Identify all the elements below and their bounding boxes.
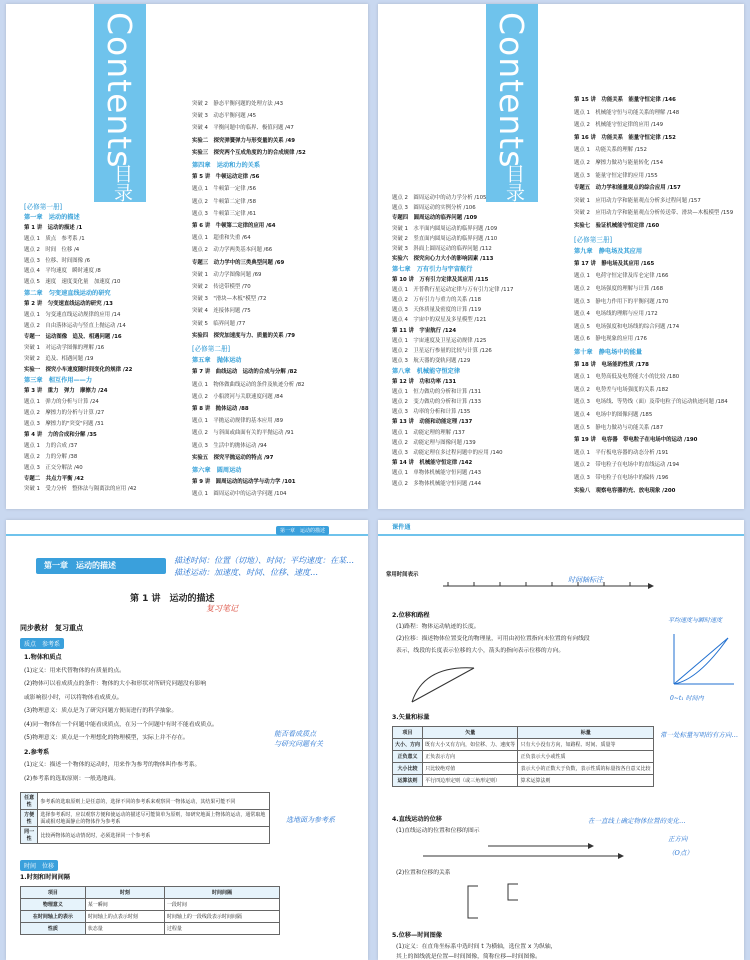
handwritten-note-top-1: 描述时间：位置（切地）、时间；平均速度：在某… xyxy=(174,556,354,565)
toc-entry[interactable]: 题点 1 平行板电容器的动态分析 /191 xyxy=(574,449,669,456)
body-line: 表示，线段的长度表示位移的大小，箭头的指向表示位移的方向。 xyxy=(396,648,565,654)
toc-entry[interactable]: 题点 5 电场强度和电场线的综合问题 /174 xyxy=(574,323,680,330)
toc-entry[interactable]: 题点 2 摩擦力的分析与计算 /27 xyxy=(24,410,105,417)
handwritten-note-4: 常一处标量写明的有方向… xyxy=(660,731,738,739)
toc-entry[interactable]: 第 3 讲 重力 弹力 摩擦力 /24 xyxy=(24,388,108,395)
toc-entry[interactable]: 题点 2 卫星运行参量的比较与计算 /126 xyxy=(392,348,492,354)
table-cell: 正负意义 xyxy=(393,751,423,763)
label-displacement: 2.位移和路程 xyxy=(392,612,430,619)
table-cell: 物理意义 xyxy=(21,899,86,911)
toc-volume[interactable]: [必修第三册] xyxy=(574,235,613,244)
toc-chapter[interactable]: 第一章 运动的描述 xyxy=(24,213,80,221)
body-line: (3)物理意义：质点是为了研究问题方便而进行的科学抽象。 xyxy=(24,708,178,714)
table-row xyxy=(21,911,280,923)
toc-entry[interactable]: 题点 3 能量守恒定律的应用 /155 xyxy=(574,172,658,179)
toc-entry[interactable]: 突破 3 斜面上圆周运动的临界问题 /112 xyxy=(392,246,492,252)
toc-entry[interactable]: 第 10 讲 万有引力定律及其应用 /115 xyxy=(392,276,489,283)
toc-entry[interactable]: 题点 1 功能关系的理解 /152 xyxy=(574,147,647,154)
handwritten-note-review: 复习笔记 xyxy=(206,604,238,613)
toc-entry[interactable]: 第 1 讲 运动的描述 /1 xyxy=(24,224,83,231)
contents-mulu: 目录 xyxy=(111,164,133,202)
table-cell: 平行四边形定则（或三角形定则） xyxy=(423,775,518,787)
table-cell: 时刻 xyxy=(85,887,164,899)
logo: 课件通 xyxy=(392,524,411,531)
toc-entry[interactable]: 题点 1 电势高低及电势能大小的比较 /180 xyxy=(574,374,680,381)
table-cell: 运算法则 xyxy=(393,775,423,787)
body-line: (1)定义：用来代替物体的有质量的点。 xyxy=(24,667,125,674)
reference-frame-table xyxy=(20,792,270,844)
table-row xyxy=(21,793,270,810)
table-cell: 正负表示大小或性质 xyxy=(518,751,654,763)
toc-entry[interactable]: 实验八 观察电容器的充、放电现象 /200 xyxy=(574,487,676,494)
toc-entry[interactable]: 实验三 探究两个互成角度的力的合成规律 /52 xyxy=(192,149,306,156)
toc-entry[interactable]: 突破 2 追及、相遇问题 /19 xyxy=(24,355,94,362)
handwritten-note-6: 正方向 xyxy=(668,835,688,843)
table-row xyxy=(21,899,280,911)
toc-entry[interactable]: 第 17 讲 静电场及其应用 /165 xyxy=(574,260,655,267)
handwritten-note-side-2: 与研究问题有关 xyxy=(274,740,323,748)
body-line: (2)物体可以看成质点的条件：物体的大小和形状对所研究问题没有影响 xyxy=(24,681,207,687)
table-row xyxy=(393,739,654,751)
toc-entry[interactable]: 突破 1 对运动学图像的理解 /16 xyxy=(24,344,105,351)
table-cell: 选择参考系时，应以观察方便和使运动的描述尽可能简单为原则，如研究地面上物体的运动，通常取地面或相对地面静止的物体作为参考系 xyxy=(38,810,270,827)
topic-1-tag: 质点 参考系 xyxy=(20,638,64,649)
toc-entry[interactable]: 突破 4 平衡问题中的临界、极值问题 /47 xyxy=(192,125,294,132)
table-cell: 表示大小的正数大于负数，表示性质的标量按各自意义比较 xyxy=(518,763,654,775)
body-line: (2)参考系的选取原则：一般选地面。 xyxy=(24,775,120,782)
toc-entry[interactable]: 题点 3 正交分解法 /40 xyxy=(24,464,83,471)
toc-entry[interactable]: 第 11 讲 宇宙航行 /124 xyxy=(392,327,457,334)
toc-entry[interactable]: 题点 1 物体做曲线运动的条件及轨迹分析 /82 xyxy=(192,381,305,388)
table-row xyxy=(393,763,654,775)
body-line: (2)位置和位移的关系 xyxy=(396,870,451,876)
toc-entry[interactable]: 题点 1 开普勒行星运动定律与万有引力定律 /117 xyxy=(392,286,514,293)
table-row xyxy=(21,827,270,844)
toc-entry[interactable]: 题点 3 天体质量及密度的计算 /119 xyxy=(392,307,482,314)
toc-entry[interactable]: 题点 2 变力做功的分析和计算 /133 xyxy=(392,399,482,405)
toc-entry[interactable]: 题点 1 宇宙速度及卫星运动规律 /125 xyxy=(392,337,487,344)
table-cell: 某一瞬间 xyxy=(85,899,164,911)
toc-entry[interactable]: 专题三 动力学中的三类典型问题 /69 xyxy=(192,259,285,266)
label-straight-line: 4.直线运动的位移 xyxy=(392,816,442,823)
contents-brand: Contents xyxy=(492,12,531,169)
toc-entry[interactable]: 第 9 讲 圆周运动的运动学与动力学 /101 xyxy=(192,479,296,486)
header-rule xyxy=(378,534,744,536)
toc-entry[interactable]: 第 2 讲 匀变速直线运动的研究 /13 xyxy=(24,301,113,308)
toc-entry[interactable]: 突破 5 临界问题 /77 xyxy=(192,320,246,327)
toc-entry[interactable]: 第 7 讲 曲线运动 运动的合成与分解 /82 xyxy=(192,369,298,376)
toc-entry[interactable]: 题点 3 动能定理在多过程问题中的应用 /140 xyxy=(392,450,503,456)
toc-entry[interactable]: 实验六 探究向心力大小的影响因素 /113 xyxy=(392,256,494,263)
toc-entry[interactable]: 题点 1 匀变速直线运动规律的应用 /14 xyxy=(24,312,121,318)
toc-chapter[interactable]: 第八章 机械能守恒定律 xyxy=(392,368,461,376)
toc-entry[interactable]: 题点 4 平均速度 瞬时速度 /8 xyxy=(24,268,101,275)
toc-entry[interactable]: 题点 5 速度 速度变化量 加速度 /10 xyxy=(24,279,121,286)
lecture-title: 第 1 讲 运动的描述 xyxy=(130,594,215,604)
time-heading: 1.时刻和时间间隔 xyxy=(20,874,70,881)
toc-entry[interactable]: 突破 4 连接体问题 /75 xyxy=(192,308,251,315)
toc-entry[interactable]: 题点 1 圆周运动中的运动学问题 /104 xyxy=(192,491,287,498)
toc-entry[interactable]: 题点 2 动力学两类基本问题 /66 xyxy=(192,247,273,254)
handwritten-note-5: 在一直线上确定物体位置的变化… xyxy=(588,817,686,825)
topic-2-tag: 时间 位移 xyxy=(20,860,58,871)
toc-entry[interactable]: 题点 3 功率的分析和计算 /135 xyxy=(392,409,471,416)
toc-entry[interactable]: 题点 3 带电粒子在电场中的偏转 /196 xyxy=(574,475,669,481)
toc-entry[interactable]: 题点 3 航天器的变轨问题 /129 xyxy=(392,358,471,365)
toc-entry[interactable]: 专题二 共点力平衡 /42 xyxy=(24,475,84,482)
toc-entry[interactable]: 题点 2 摩擦力做功与能量转化 /154 xyxy=(574,160,664,166)
body-line: 1.物体和质点 xyxy=(24,654,62,661)
table-cell: 算术运算法则 xyxy=(518,775,654,787)
position-displacement-diagram xyxy=(438,880,638,924)
toc-entry[interactable]: 突破 1 动力学图像问题 /69 xyxy=(192,271,262,278)
table-row xyxy=(393,751,654,763)
toc-entry[interactable]: 突破 3 "滑块—木板"模型 /72 xyxy=(192,296,267,303)
toc-entry[interactable]: 突破 1 受力分析 整体法与隔离法的应用 /42 xyxy=(24,486,137,493)
table-cell: 状态量 xyxy=(85,923,164,935)
toc-entry[interactable]: 实验一 探究小车速度随时间变化的规律 /22 xyxy=(24,366,133,373)
toc-entry[interactable]: 第 19 讲 电容器 带电粒子在电场中的运动 /190 xyxy=(574,437,698,444)
handwritten-note-2: 平均速度与瞬时速度 xyxy=(668,617,723,624)
body-line: 或影响很小时，可以将物体看成质点。 xyxy=(24,694,123,701)
toc-entry[interactable]: 第 13 讲 动能和动能定理 /137 xyxy=(392,419,473,426)
table-cell: 既有大小又有方向，如位移、力、速度等 xyxy=(423,739,518,751)
contents-mulu: 目录 xyxy=(503,164,525,202)
handwritten-note-3: 0~t₁ 时间内 xyxy=(670,695,704,702)
handwritten-note-side-1: 能否看成质点 xyxy=(274,730,316,738)
toc-chapter[interactable]: 第二章 匀变速直线运动的研究 xyxy=(24,290,111,298)
body-line: (2)位移：描述物体位置变化的物理量，可用由初位置指向末位置的有向线段 xyxy=(396,636,590,642)
toc-entry[interactable]: 第 8 讲 抛体运动 /88 xyxy=(192,406,249,412)
table-cell: 项目 xyxy=(21,887,86,899)
toc-entry[interactable]: 题点 3 位移、时间图像 /6 xyxy=(24,257,91,264)
toc-entry[interactable]: 题点 6 静电现象的应用 /176 xyxy=(574,336,647,343)
toc-entry[interactable]: 第 15 讲 功能关系 能量守恒定律 /146 xyxy=(574,97,676,103)
toc-entry[interactable]: 题点 2 动能定理与图像问题 /139 xyxy=(392,439,476,446)
toc-chapter[interactable]: 第七章 万有引力与宇宙航行 xyxy=(392,266,473,274)
body-line: (1)定义：在直角坐标系中选时间 t 为横轴，选位置 x 为纵轴， xyxy=(396,944,557,950)
toc-entry[interactable]: 题点 3 圆周运动的实例分析 /106 xyxy=(392,205,476,212)
label-time-axis: 常用时间表示 xyxy=(386,572,419,578)
toc-entry[interactable]: 第 16 讲 功能关系 能量守恒定律 /152 xyxy=(574,134,676,141)
body-line: 2.参考系 xyxy=(24,748,50,756)
header-tag: 第一章 运动的描述 xyxy=(276,526,329,535)
toc-entry[interactable]: 题点 1 牛顿第一定律 /56 xyxy=(192,186,257,193)
toc-entry[interactable]: 题点 2 牛顿第二定律 /58 xyxy=(192,198,257,205)
toc-entry[interactable]: 突破 2 传送带模型 /70 xyxy=(192,284,251,290)
toc-entry[interactable]: 题点 1 超重和失重 /64 xyxy=(192,235,251,242)
toc-entry[interactable]: 第 14 讲 机械能守恒定律 /142 xyxy=(392,460,473,467)
toc-entry[interactable]: 题点 2 圆周运动中的动力学分析 /105 xyxy=(392,195,487,201)
toc-entry[interactable]: 题点 2 多物体机械能守恒问题 /144 xyxy=(392,480,482,487)
toc-entry[interactable]: 实验七 验证机械能守恒定律 /160 xyxy=(574,223,660,229)
toc-entry[interactable]: 题点 4 电场线的理解与应用 /172 xyxy=(574,311,658,318)
toc-entry[interactable]: 题点 2 与斜面或曲面有关的平抛运动 /91 xyxy=(192,430,294,437)
table-cell: 时间间隔 xyxy=(164,887,279,899)
table-cell: 同一性 xyxy=(21,827,38,844)
table-cell: 性质 xyxy=(21,923,86,935)
toc-entry[interactable]: 题点 2 带电粒子在电场中的直线运动 /194 xyxy=(574,462,680,469)
handwritten-note-1: 时间轴标注 xyxy=(568,576,603,584)
toc-entry[interactable]: 题点 3 生活中的抛体运动 /94 xyxy=(192,442,267,449)
body-line: (1)直线运动的位置和位移的图示 xyxy=(396,828,480,834)
table-row xyxy=(393,775,654,787)
toc-entry[interactable]: 突破 2 竖直面内圆周运动的临界问题 /110 xyxy=(392,235,498,242)
toc-entry[interactable]: 题点 4 电场中的图像问题 /185 xyxy=(574,412,653,418)
table-cell: 比较两物体的运动情况时，必须选择同一个参考系 xyxy=(38,827,270,844)
toc-entry[interactable]: 题点 1 电荷守恒定律及库仑定律 /166 xyxy=(574,273,669,280)
table-cell: 只有大小没有方向，如路程、时间、质量等 xyxy=(518,739,654,751)
table-row xyxy=(393,727,654,739)
toc-entry[interactable]: 题点 3 静电力作用下的平衡问题 /170 xyxy=(574,298,669,305)
notes-page xyxy=(378,520,744,960)
toc-page-1 xyxy=(6,4,368,509)
toc-entry[interactable]: 题点 3 电场线、等势线（面）及带电粒子的运动轨迹问题 /184 xyxy=(574,399,728,406)
time-axis-diagram xyxy=(438,558,658,598)
toc-entry[interactable]: 题点 2 电场强度的理解与计算 /168 xyxy=(574,286,664,292)
toc-entry[interactable]: 专题一 运动图像 追及、相遇问题 /16 xyxy=(24,333,122,340)
toc-entry[interactable]: 题点 3 摩擦力的"突变"问题 /31 xyxy=(24,421,104,427)
toc-entry[interactable]: 实验五 探究平抛运动的特点 /97 xyxy=(192,454,274,461)
table-cell: 时间轴上的一段线段表示时间间隔 xyxy=(164,911,279,923)
toc-chapter[interactable]: 第三章 相互作用——力 xyxy=(24,377,93,385)
toc-entry[interactable]: 第 12 讲 功和功率 /131 xyxy=(392,378,457,385)
toc-entry[interactable]: 题点 2 机械能守恒定律的应用 /149 xyxy=(574,122,664,129)
position-axis-diagram xyxy=(418,838,628,868)
table-cell: 只比较绝对值 xyxy=(423,763,518,775)
toc-volume[interactable]: [必修第一册] xyxy=(24,203,63,211)
toc-page-2 xyxy=(378,4,744,509)
toc-entry[interactable]: 第 18 讲 电场能的性质 /178 xyxy=(574,361,649,368)
xt-graph xyxy=(668,630,738,690)
chapter-title: 第一章 运动的描述 xyxy=(44,561,116,570)
toc-entry[interactable]: 题点 2 自由落体运动与竖直上抛运动 /14 xyxy=(24,322,126,329)
toc-entry[interactable]: 第 5 讲 牛顿运动定律 /56 xyxy=(192,174,260,181)
table-cell: 正负表示方向 xyxy=(423,751,518,763)
table-cell: 大小、方向 xyxy=(393,739,423,751)
toc-chapter[interactable]: 第六章 圆周运动 xyxy=(192,467,242,474)
toc-chapter[interactable]: 第十章 静电场中的能量 xyxy=(574,349,643,356)
section-heading: 同步教材 复习重点 xyxy=(20,624,83,632)
table-cell: 方便性 xyxy=(21,810,38,827)
table-cell: 参考系的选取原则上是任意的，选择不同的参考系来观察同一物体运动，其结果可能不同 xyxy=(38,793,270,810)
table-cell: 项目 xyxy=(393,727,423,739)
toc-entry[interactable]: 题点 2 力的分解 /38 xyxy=(24,453,78,460)
lecture-page xyxy=(6,520,368,960)
table-row xyxy=(21,923,280,935)
toc-entry[interactable]: 题点 1 弹力的分析与计算 /24 xyxy=(24,399,99,406)
label-xt-graph: 5.位移—时间图像 xyxy=(392,932,442,939)
toc-entry[interactable]: 题点 1 质点 参考系 /1 xyxy=(24,235,85,242)
table-cell: 大小比较 xyxy=(393,763,423,775)
body-line: (1)定义：描述一个物体的运动时，用来作为参考的物体叫作参考系。 xyxy=(24,762,201,768)
body-line: (4)同一物体在一个问题中能看成质点，在另一个问题中有时不能看成质点。 xyxy=(24,721,218,728)
toc-volume[interactable]: [必修第二册] xyxy=(192,345,231,353)
toc-entry[interactable]: 题点 2 时间 位移 /4 xyxy=(24,246,80,253)
toc-entry[interactable]: 第 6 讲 牛顿第二定律的应用 /64 xyxy=(192,223,276,229)
table-row xyxy=(21,887,280,899)
toc-entry[interactable]: 题点 1 单物体机械能守恒问题 /143 xyxy=(392,470,482,477)
handwritten-note-top-2: 描述运动：加速度、时间、位移、速度… xyxy=(174,568,318,577)
handwritten-note-side-3: 选地面为参考系 xyxy=(286,816,335,824)
vector-scalar-table xyxy=(392,726,654,787)
toc-entry[interactable]: 题点 1 平抛运动规律的基本应用 /89 xyxy=(192,418,284,425)
toc-entry[interactable]: 突破 1 水平面内圆周运动的临界问题 /109 xyxy=(392,225,498,232)
toc-entry[interactable]: 题点 2 万有引力与重力的关系 /118 xyxy=(392,297,482,303)
toc-chapter[interactable]: 第四章 运动和力的关系 xyxy=(192,162,261,169)
contents-banner xyxy=(486,4,538,202)
toc-entry[interactable]: 题点 1 机械能守恒与功能关系的理解 /148 xyxy=(574,109,680,116)
label-vector: 3.矢量和标量 xyxy=(392,714,430,721)
toc-entry[interactable]: 突破 3 动态平衡问题 /45 xyxy=(192,113,257,120)
table-cell: 一段时间 xyxy=(164,899,279,911)
table-cell: 过程量 xyxy=(164,923,279,935)
toc-entry[interactable]: 第 4 讲 力的合成和分解 /35 xyxy=(24,431,97,438)
toc-entry[interactable]: 题点 1 动能定理的理解 /137 xyxy=(392,429,465,436)
toc-entry[interactable]: 突破 1 应用动力学和能量观点分析多过程问题 /157 xyxy=(574,197,701,204)
table-cell: 任意性 xyxy=(21,793,38,810)
table-cell: 时间轴上的点表示时刻 xyxy=(85,911,164,923)
toc-chapter[interactable]: 第九章 静电场及其应用 xyxy=(574,248,643,256)
toc-entry[interactable]: 专题五 动力学和能量观点的综合应用 /157 xyxy=(574,185,681,192)
time-table xyxy=(20,886,280,935)
body-line: (5)物理意义：质点是一个理想化的物理模型，实际上并不存在。 xyxy=(24,735,189,741)
table-cell: 矢量 xyxy=(423,727,518,739)
toc-entry[interactable]: 题点 1 恒力做功的分析和计算 /131 xyxy=(392,388,482,395)
body-line: (1)路程：物体运动轨迹的长度。 xyxy=(396,624,480,630)
toc-entry[interactable]: 实验二 探究弹簧弹力与形变量的关系 /49 xyxy=(192,137,295,144)
toc-chapter[interactable]: 第五章 抛体运动 xyxy=(192,357,242,365)
toc-entry[interactable]: 题点 5 静电力做功与功能关系 /187 xyxy=(574,424,664,431)
toc-entry[interactable]: 题点 2 电势差与电场强度的关系 /182 xyxy=(574,386,669,393)
toc-entry[interactable]: 专题四 圆周运动的临界问题 /109 xyxy=(392,215,478,222)
table-cell: 标量 xyxy=(518,727,654,739)
toc-entry[interactable]: 题点 2 小船渡河与关联速度问题 /84 xyxy=(192,393,284,400)
toc-entry[interactable]: 题点 3 牛顿第三定律 /61 xyxy=(192,210,257,217)
table-cell: 在时间轴上的表示 xyxy=(21,911,86,923)
table-row xyxy=(21,810,270,827)
toc-entry[interactable]: 题点 4 宇宙中的双星及多星模型 /121 xyxy=(392,317,487,324)
handwritten-note-7: （O点） xyxy=(668,849,693,857)
toc-entry[interactable]: 突破 2 静态平衡问题的处理方法 /43 xyxy=(192,101,284,107)
body-line: 其上的图线就是位置—时间图像，简称位移—时间图像。 xyxy=(396,954,541,960)
contents-brand: Contents xyxy=(100,12,139,169)
path-diagram xyxy=(404,660,484,710)
contents-banner xyxy=(94,4,146,202)
toc-entry[interactable]: 实验四 探究加速度与力、质量的关系 /79 xyxy=(192,332,295,339)
toc-entry[interactable]: 题点 1 力的合成 /37 xyxy=(24,442,78,449)
toc-entry[interactable]: 突破 2 应用动力学和能量观点分析传送带、滑块—木板模型 /159 xyxy=(574,210,734,217)
